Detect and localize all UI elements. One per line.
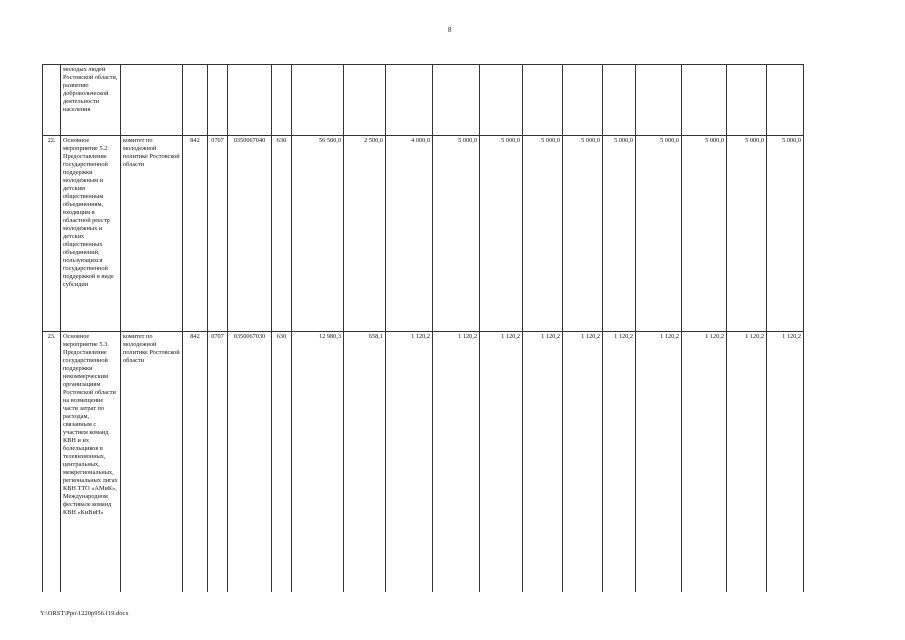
- activity-name-cell: Основное мероприятие 5.2. Предоставление государственной поддержки молодежным и детским общественным объединениям, входящим в областной реестр молодежных и детских общественных объединений, пользующихся государственной поддержкой в виде субсидии: [61, 136, 121, 332]
- rzpr-code-cell: [208, 65, 228, 136]
- table-row: [43, 332, 804, 593]
- row-number-cell: 23.: [43, 332, 61, 593]
- year-amount-cell: 1 120,2: [603, 332, 636, 593]
- table-row: [43, 136, 804, 332]
- year-amount-cell: [523, 65, 563, 136]
- executor-cell: комитет по молодежной политике Ростовской области: [121, 136, 183, 332]
- row-number-cell: [43, 65, 61, 136]
- year-amount-cell: 1 120,2: [386, 332, 433, 593]
- year-amount-cell: [767, 65, 804, 136]
- file-path-footer: Y:\ORST\Ppo\1220p956.f19.docx: [40, 610, 129, 617]
- year-amount-cell: 5 000,0: [727, 136, 767, 332]
- total-amount-cell: [292, 65, 344, 136]
- rzpr-code-cell: 0707: [208, 136, 228, 332]
- grbs-code-cell: 842: [183, 332, 208, 593]
- year-amount-cell: 1 120,2: [727, 332, 767, 593]
- activity-name-cell: молодых людей Ростовской области, развитию добровольческой деятельности населения: [61, 65, 121, 136]
- row-number-cell: 22.: [43, 136, 61, 332]
- year-amount-cell: 5 000,0: [433, 136, 480, 332]
- page-number: 8: [448, 26, 452, 34]
- year-amount-cell: 5 000,0: [480, 136, 523, 332]
- year-amount-cell: 5 000,0: [682, 136, 727, 332]
- year-amount-cell: 1 120,2: [523, 332, 563, 593]
- vr-code-cell: 630: [272, 136, 292, 332]
- year-amount-cell: 1 120,2: [636, 332, 682, 593]
- activity-name-cell: Основное мероприятие 5.3. Предоставление государственной поддержки некоммерческим организациям Ростовской области на возмещение части затрат по расходам, связанным с участием команд КВН и их болельщиков в телевизионных, центральных, межрегиональных, региональных лигах КВН ТТО «АМиК», Международном фестивале команд КВН «КиВиН»: [61, 332, 121, 593]
- year-amount-cell: 4 000,0: [386, 136, 433, 332]
- year-amount-cell: 1 120,2: [480, 332, 523, 593]
- year-amount-cell: [603, 65, 636, 136]
- vr-code-cell: [272, 65, 292, 136]
- year-amount-cell: 1 120,2: [767, 332, 804, 593]
- year-amount-cell: [682, 65, 727, 136]
- year-amount-cell: [480, 65, 523, 136]
- year-amount-cell: [727, 65, 767, 136]
- year-amount-cell: [344, 65, 386, 136]
- year-amount-cell: [563, 65, 603, 136]
- rzpr-code-cell: 0707: [208, 332, 228, 593]
- year-amount-cell: 5 000,0: [603, 136, 636, 332]
- year-amount-cell: 1 120,2: [563, 332, 603, 593]
- year-amount-cell: [433, 65, 480, 136]
- year-amount-cell: 5 000,0: [523, 136, 563, 332]
- year-amount-cell: [636, 65, 682, 136]
- executor-cell: комитет по молодежной политике Ростовской области: [121, 332, 183, 593]
- grbs-code-cell: 842: [183, 136, 208, 332]
- year-amount-cell: [386, 65, 433, 136]
- total-amount-cell: 12 980,3: [292, 332, 344, 593]
- year-amount-cell: 2 500,0: [344, 136, 386, 332]
- csr-code-cell: 0350067030: [228, 332, 272, 593]
- total-amount-cell: 56 500,0: [292, 136, 344, 332]
- year-amount-cell: 1 120,2: [682, 332, 727, 593]
- csr-code-cell: [228, 65, 272, 136]
- year-amount-cell: 5 000,0: [563, 136, 603, 332]
- vr-code-cell: 630: [272, 332, 292, 593]
- year-amount-cell: 658,1: [344, 332, 386, 593]
- year-amount-cell: 5 000,0: [767, 136, 804, 332]
- csr-code-cell: 0350067040: [228, 136, 272, 332]
- budget-table: [42, 64, 804, 592]
- year-amount-cell: 5 000,0: [636, 136, 682, 332]
- table-row: [43, 65, 804, 136]
- year-amount-cell: 1 120,2: [433, 332, 480, 593]
- grbs-code-cell: [183, 65, 208, 136]
- executor-cell: [121, 65, 183, 136]
